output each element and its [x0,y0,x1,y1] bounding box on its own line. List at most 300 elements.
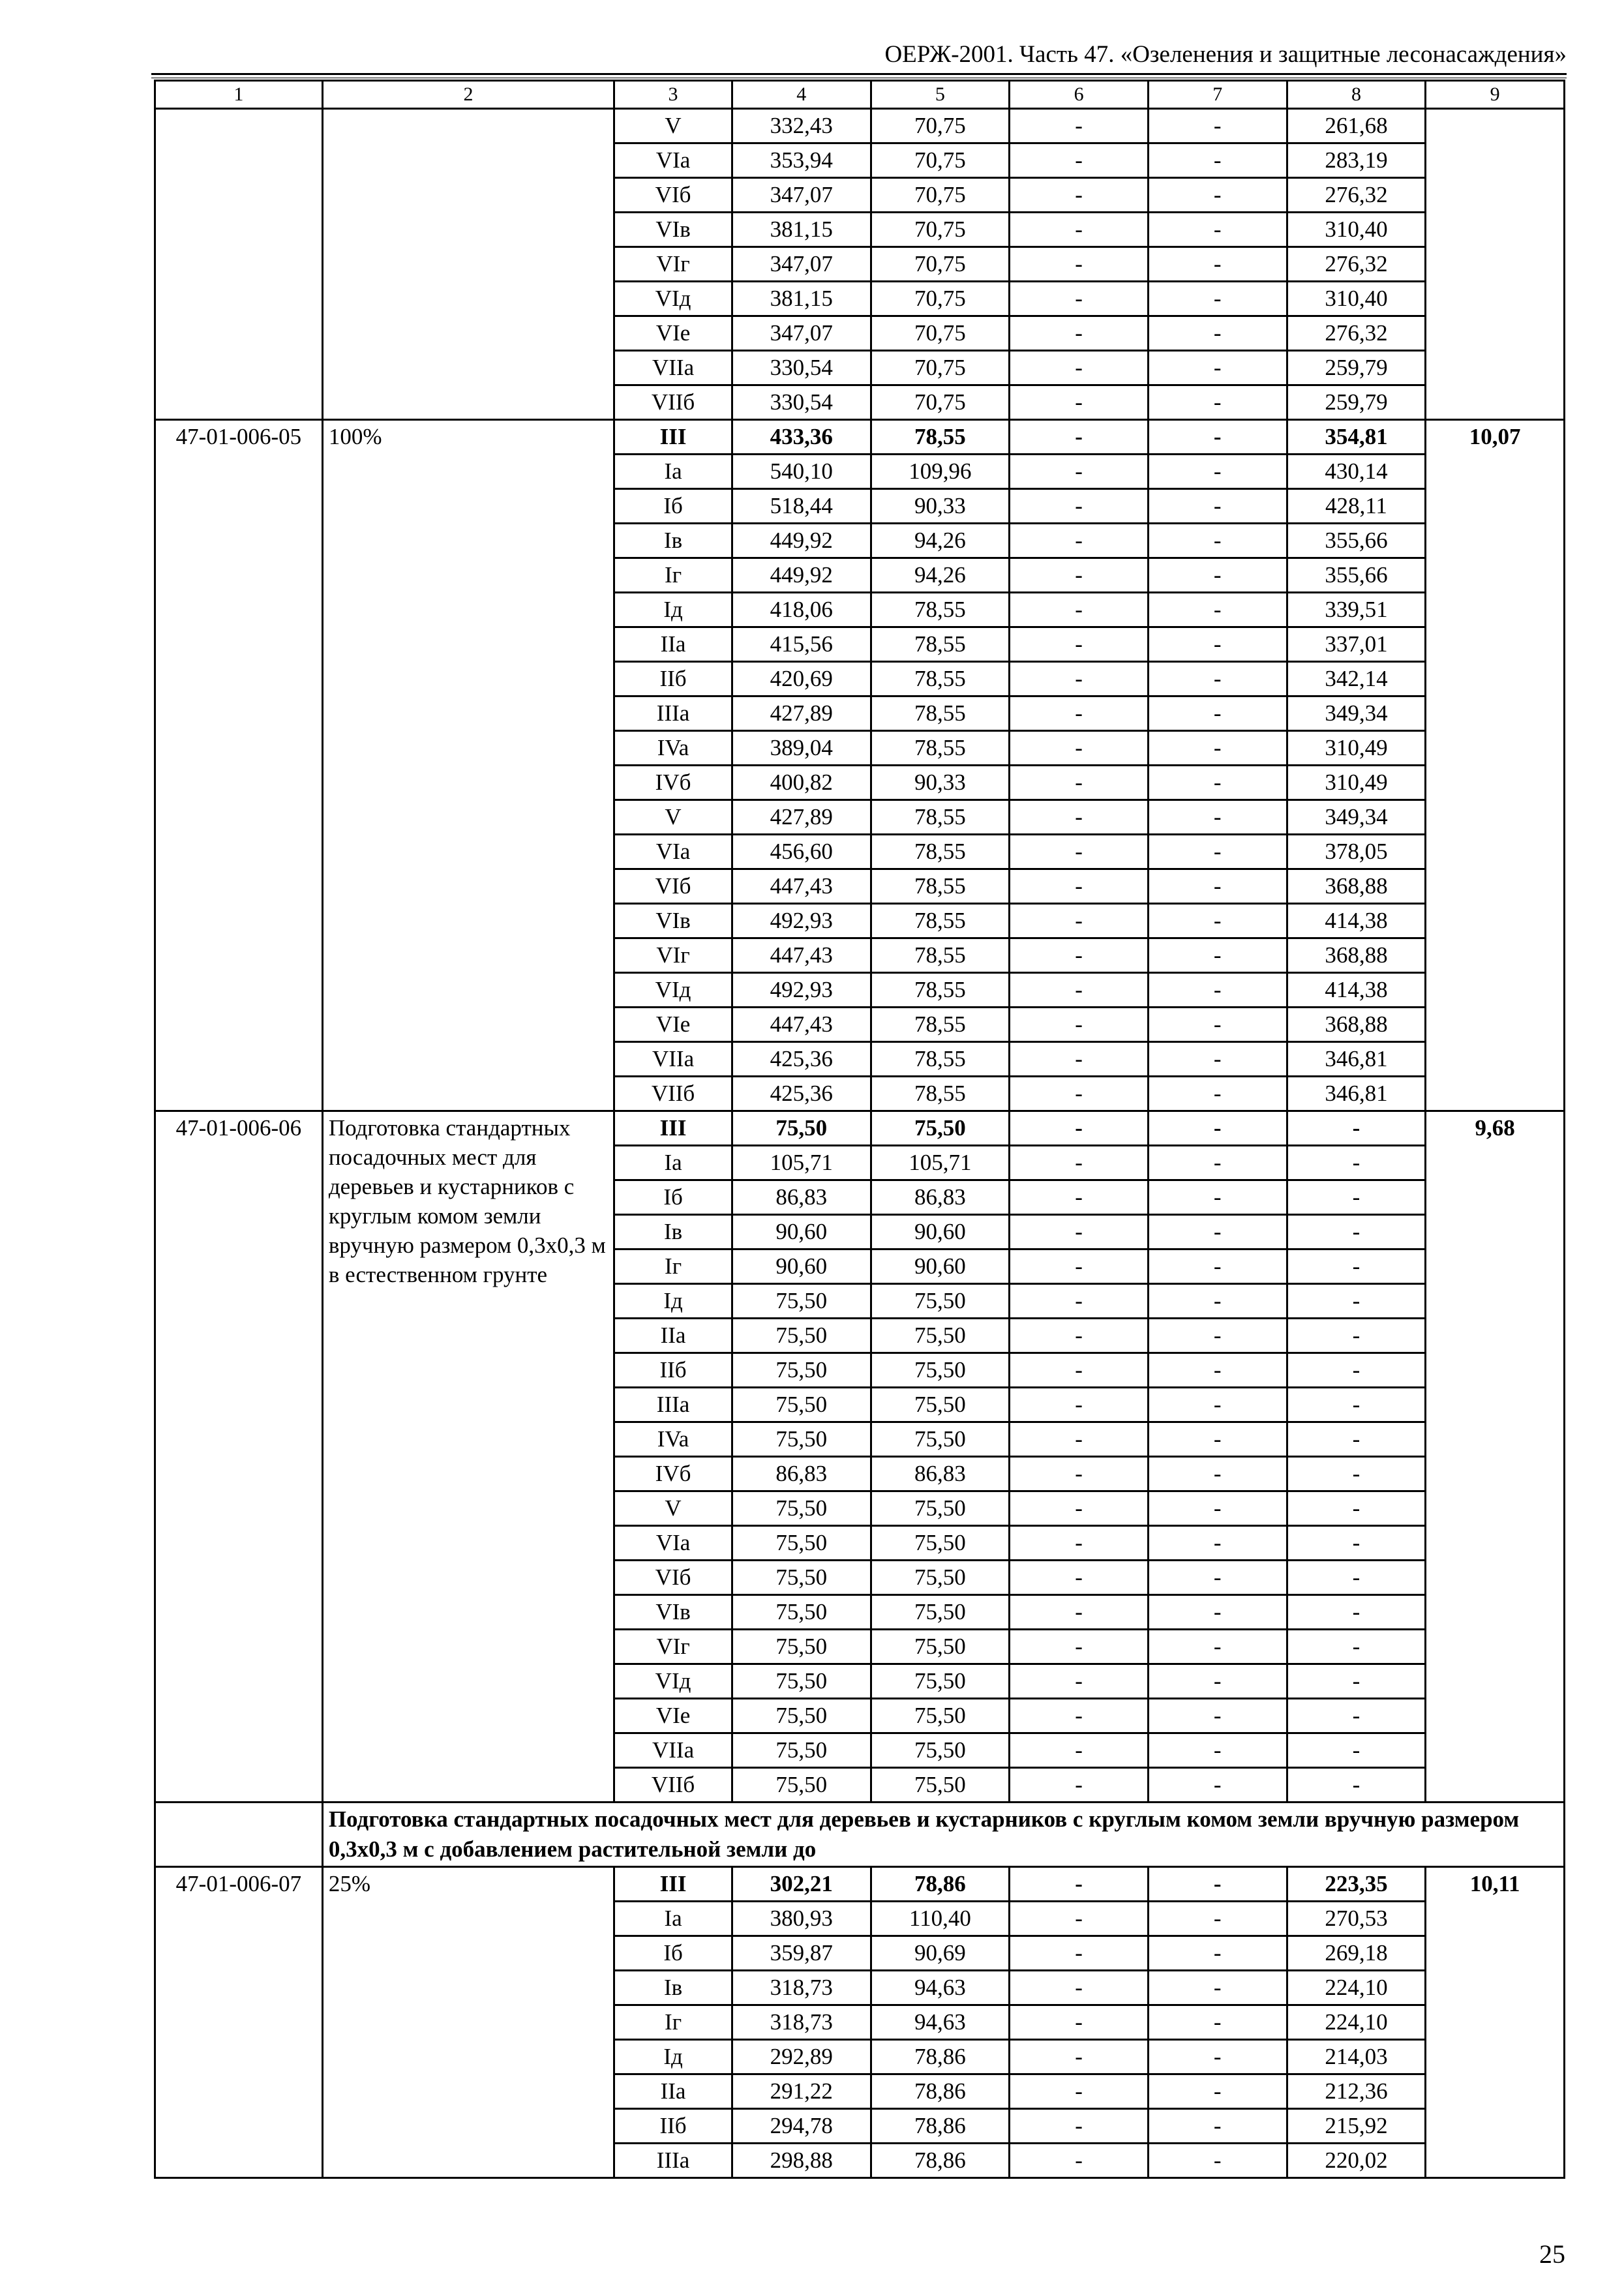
value-cell: 75,50 [871,1561,1010,1595]
value-cell: 94,26 [871,558,1010,593]
zone-cell: Iб [614,489,732,524]
rate-description [322,109,614,420]
value-cell: - [1010,1353,1149,1388]
column-number-8: 8 [1287,81,1426,109]
zone-cell: V [614,1491,732,1526]
value-cell: 94,63 [871,2005,1010,2040]
column-number-3: 3 [614,81,732,109]
value-cell: - [1148,1664,1287,1699]
value-cell: - [1148,1902,1287,1936]
value-cell: 318,73 [732,2005,871,2040]
section-heading-row [155,1803,1565,1867]
value-cell: 94,63 [871,1971,1010,2005]
value-cell: - [1010,1664,1149,1699]
value-cell: 330,54 [732,385,871,420]
value-cell: 302,21 [732,1867,871,1902]
value-cell: - [1148,1491,1287,1526]
value-cell: - [1010,973,1149,1008]
zone-cell: VIIa [614,1733,732,1768]
value-cell: 75,50 [732,1422,871,1457]
value-cell: - [1287,1630,1426,1664]
value-cell: - [1148,178,1287,213]
value-cell: - [1010,316,1149,351]
value-cell: - [1148,1319,1287,1353]
header-rule-thick [151,73,1567,75]
value-cell: 355,66 [1287,524,1426,558]
value-cell: 368,88 [1287,1008,1426,1042]
zone-cell: Iд [614,1284,732,1319]
value-cell: - [1148,1561,1287,1595]
value-cell: 259,79 [1287,351,1426,385]
value-cell: 75,50 [871,1284,1010,1319]
value-cell: 291,22 [732,2074,871,2109]
zone-cell: VIб [614,869,732,904]
value-cell: 414,38 [1287,973,1426,1008]
value-cell: - [1148,1768,1287,1803]
value-cell: 389,04 [732,731,871,766]
value-cell: - [1148,869,1287,904]
value-cell: 276,32 [1287,316,1426,351]
value-cell: - [1287,1457,1426,1491]
value-cell: 105,71 [732,1146,871,1180]
value-cell: 347,07 [732,316,871,351]
value-cell: 339,51 [1287,593,1426,627]
value-cell: - [1148,1388,1287,1422]
value-cell: 259,79 [1287,385,1426,420]
value-cell: - [1148,143,1287,178]
value-cell: 78,55 [871,869,1010,904]
value-cell: - [1148,1595,1287,1630]
rate-code: 47-01-006-07 [155,1867,323,2178]
zone-cell: Ia [614,1902,732,1936]
value-cell: 75,50 [732,1388,871,1422]
value-cell: 78,55 [871,420,1010,455]
column-number-1: 1 [155,81,323,109]
labor-cost-cell: 10,07 [1426,420,1565,1111]
value-cell: 86,83 [732,1457,871,1491]
value-cell: 75,50 [871,1630,1010,1664]
value-cell: 90,60 [871,1249,1010,1284]
value-cell: - [1287,1284,1426,1319]
column-number-5: 5 [871,81,1010,109]
value-cell: 75,50 [732,1733,871,1768]
value-cell: 518,44 [732,489,871,524]
zone-cell: VIд [614,1664,732,1699]
value-cell: - [1010,282,1149,316]
value-cell: 310,49 [1287,731,1426,766]
value-cell: 70,75 [871,282,1010,316]
value-cell: 447,43 [732,938,871,973]
value-cell: - [1010,2109,1149,2144]
table-row [155,1867,1565,1902]
value-cell: 78,86 [871,2040,1010,2074]
zone-cell: Iб [614,1936,732,1971]
page-number: 25 [1539,2239,1565,2269]
value-cell: - [1287,1526,1426,1561]
value-cell: - [1148,766,1287,800]
value-cell: 90,60 [871,1215,1010,1249]
table-row [155,109,1565,143]
value-cell: - [1287,1699,1426,1733]
zone-cell: Ia [614,1146,732,1180]
value-cell: 78,55 [871,1008,1010,1042]
value-cell: - [1010,143,1149,178]
value-cell: - [1010,109,1149,143]
zone-cell: III [614,420,732,455]
value-cell: - [1010,1077,1149,1111]
value-cell: 86,83 [871,1180,1010,1215]
value-cell: 78,86 [871,1867,1010,1902]
value-cell: 78,55 [871,662,1010,696]
zone-cell: VIд [614,282,732,316]
value-cell: 418,06 [732,593,871,627]
value-cell: 70,75 [871,351,1010,385]
value-cell: - [1287,1768,1426,1803]
value-cell: 346,81 [1287,1042,1426,1077]
value-cell: 78,86 [871,2074,1010,2109]
labor-cost-cell: 9,68 [1426,1111,1565,1803]
value-cell: - [1010,1284,1149,1319]
value-cell: - [1010,1526,1149,1561]
value-cell: 109,96 [871,455,1010,489]
value-cell: 70,75 [871,247,1010,282]
value-cell: - [1148,593,1287,627]
value-cell: - [1287,1111,1426,1146]
value-cell: - [1148,1699,1287,1733]
value-cell: 223,35 [1287,1867,1426,1902]
value-cell: 75,50 [871,1491,1010,1526]
value-cell: - [1010,524,1149,558]
value-cell: 425,36 [732,1042,871,1077]
value-cell: 75,50 [732,1111,871,1146]
value-cell: - [1287,1422,1426,1457]
value-cell: 269,18 [1287,1936,1426,1971]
value-cell: 75,50 [871,1319,1010,1353]
value-cell: 70,75 [871,143,1010,178]
value-cell: 349,34 [1287,800,1426,835]
labor-cost-cell: 10,11 [1426,1867,1565,2178]
value-cell: - [1010,1042,1149,1077]
value-cell: 347,07 [732,247,871,282]
value-cell: 70,75 [871,178,1010,213]
value-cell: - [1010,1561,1149,1595]
zone-cell: Iв [614,524,732,558]
value-cell: 414,38 [1287,904,1426,938]
value-cell: - [1010,178,1149,213]
value-cell: - [1148,524,1287,558]
column-number-6: 6 [1010,81,1149,109]
value-cell: - [1287,1319,1426,1353]
table-row [155,1111,1565,1146]
value-cell: - [1148,1733,1287,1768]
zone-cell: IIб [614,662,732,696]
value-cell: 75,50 [871,1733,1010,1768]
value-cell: - [1010,1249,1149,1284]
value-cell: - [1010,1180,1149,1215]
value-cell: - [1010,2005,1149,2040]
value-cell: 105,71 [871,1146,1010,1180]
table-row [155,420,1565,455]
value-cell: 78,55 [871,835,1010,869]
value-cell: - [1148,385,1287,420]
zone-cell: V [614,800,732,835]
value-cell: - [1148,1180,1287,1215]
value-cell: 78,55 [871,800,1010,835]
value-cell: - [1010,213,1149,247]
zone-cell: IIa [614,2074,732,2109]
value-cell: 456,60 [732,835,871,869]
value-cell: - [1010,1457,1149,1491]
value-cell: 78,55 [871,904,1010,938]
value-cell: - [1010,696,1149,731]
zone-cell: IVa [614,731,732,766]
value-cell: 75,50 [732,1630,871,1664]
value-cell: - [1010,351,1149,385]
value-cell: - [1287,1561,1426,1595]
zone-cell: VIв [614,213,732,247]
value-cell: 276,32 [1287,178,1426,213]
value-cell: 292,89 [732,2040,871,2074]
value-cell: - [1148,1457,1287,1491]
value-cell: - [1010,1971,1149,2005]
value-cell: - [1148,2074,1287,2109]
column-number-row [155,81,1565,109]
value-cell: - [1148,904,1287,938]
value-cell: - [1148,1146,1287,1180]
value-cell: 75,50 [871,1111,1010,1146]
zone-cell: IVб [614,1457,732,1491]
value-cell: 220,02 [1287,2144,1426,2178]
value-cell: 427,89 [732,696,871,731]
value-cell: 310,40 [1287,213,1426,247]
zone-cell: Iд [614,593,732,627]
value-cell: - [1010,1630,1149,1664]
value-cell: 415,56 [732,627,871,662]
zone-cell: Iб [614,1180,732,1215]
value-cell: 75,50 [732,1319,871,1353]
zone-cell: IIб [614,1353,732,1388]
value-cell: 86,83 [732,1180,871,1215]
value-cell: 78,86 [871,2109,1010,2144]
value-cell: 90,60 [732,1249,871,1284]
value-cell: 212,36 [1287,2074,1426,2109]
value-cell: - [1148,2144,1287,2178]
value-cell: 75,50 [732,1526,871,1561]
value-cell: 75,50 [871,1664,1010,1699]
zone-cell: VIв [614,1595,732,1630]
value-cell: - [1010,1936,1149,1971]
value-cell: 347,07 [732,178,871,213]
value-cell: - [1148,1249,1287,1284]
value-cell: - [1010,1146,1149,1180]
value-cell: 75,50 [732,1664,871,1699]
value-cell: - [1010,489,1149,524]
labor-cost-cell [1426,109,1565,420]
value-cell: - [1010,455,1149,489]
value-cell: 75,50 [732,1491,871,1526]
value-cell: - [1148,2005,1287,2040]
column-number-2: 2 [322,81,614,109]
value-cell: - [1287,1733,1426,1768]
rate-code [155,109,323,420]
zone-cell: VIIб [614,1768,732,1803]
rate-description: 100% [322,420,614,1111]
value-cell: 75,50 [732,1284,871,1319]
value-cell: 78,55 [871,731,1010,766]
value-cell: 447,43 [732,869,871,904]
zone-cell: VIIa [614,351,732,385]
value-cell: 420,69 [732,662,871,696]
value-cell: 75,50 [871,1595,1010,1630]
value-cell: 318,73 [732,1971,871,2005]
zone-cell: VIIб [614,385,732,420]
value-cell: - [1287,1388,1426,1422]
rate-code: 47-01-006-06 [155,1111,323,1803]
value-cell: - [1010,1867,1149,1902]
value-cell: 270,53 [1287,1902,1426,1936]
value-cell: 78,55 [871,593,1010,627]
zone-cell: VIe [614,1699,732,1733]
zone-cell: Iд [614,2040,732,2074]
value-cell: - [1010,385,1149,420]
value-cell: 214,03 [1287,2040,1426,2074]
value-cell: 75,50 [871,1353,1010,1388]
value-cell: 447,43 [732,1008,871,1042]
value-cell: 70,75 [871,316,1010,351]
value-cell: 78,55 [871,973,1010,1008]
value-cell: - [1010,2144,1149,2178]
value-cell: 540,10 [732,455,871,489]
zone-cell: VIв [614,904,732,938]
value-cell: - [1010,247,1149,282]
zone-cell: IIa [614,627,732,662]
value-cell: 380,93 [732,1902,871,1936]
value-cell: - [1148,2109,1287,2144]
value-cell: - [1148,1971,1287,2005]
zone-cell: IIIa [614,1388,732,1422]
value-cell: 78,55 [871,627,1010,662]
value-cell: - [1010,420,1149,455]
value-cell: 75,50 [871,1768,1010,1803]
column-number-7: 7 [1148,81,1287,109]
zone-cell: VIIб [614,1077,732,1111]
value-cell: 283,19 [1287,143,1426,178]
value-cell: - [1148,800,1287,835]
zone-cell: VIг [614,247,732,282]
value-cell: 342,14 [1287,662,1426,696]
value-cell: - [1148,558,1287,593]
value-cell: 78,55 [871,1042,1010,1077]
value-cell: - [1148,1077,1287,1111]
value-cell: 90,33 [871,489,1010,524]
zone-cell: Iв [614,1971,732,2005]
value-cell: 310,49 [1287,766,1426,800]
value-cell: 215,92 [1287,2109,1426,2144]
value-cell: - [1148,731,1287,766]
value-cell: 355,66 [1287,558,1426,593]
zone-cell: IVб [614,766,732,800]
zone-cell: Iг [614,1249,732,1284]
value-cell: - [1148,316,1287,351]
value-cell: 381,15 [732,213,871,247]
value-cell: 276,32 [1287,247,1426,282]
value-cell: 330,54 [732,351,871,385]
value-cell: 368,88 [1287,869,1426,904]
value-cell: 346,81 [1287,1077,1426,1111]
value-cell: 428,11 [1287,489,1426,524]
zone-cell: VIIa [614,1042,732,1077]
zone-cell: Iг [614,558,732,593]
value-cell: - [1148,696,1287,731]
value-cell: - [1148,662,1287,696]
value-cell: - [1148,455,1287,489]
value-cell: 332,43 [732,109,871,143]
value-cell: - [1287,1664,1426,1699]
value-cell: 75,50 [732,1353,871,1388]
value-cell: - [1148,351,1287,385]
value-cell: - [1287,1146,1426,1180]
value-cell: 449,92 [732,558,871,593]
value-cell: 359,87 [732,1936,871,1971]
value-cell: 90,33 [871,766,1010,800]
value-cell: - [1148,973,1287,1008]
value-cell: - [1148,1111,1287,1146]
value-cell: - [1010,800,1149,835]
value-cell: 224,10 [1287,1971,1426,2005]
value-cell: - [1148,247,1287,282]
value-cell: - [1148,1867,1287,1902]
value-cell: 430,14 [1287,455,1426,489]
value-cell: 224,10 [1287,2005,1426,2040]
value-cell: 70,75 [871,109,1010,143]
value-cell: - [1287,1249,1426,1284]
value-cell: - [1010,1008,1149,1042]
value-cell: 75,50 [732,1699,871,1733]
value-cell: - [1148,2040,1287,2074]
zone-cell: VIa [614,1526,732,1561]
value-cell: 337,01 [1287,627,1426,662]
value-cell: - [1010,2040,1149,2074]
value-cell: 368,88 [1287,938,1426,973]
value-cell: 75,50 [732,1595,871,1630]
value-cell: - [1010,904,1149,938]
value-cell: - [1148,1353,1287,1388]
value-cell: 78,55 [871,696,1010,731]
value-cell: 400,82 [732,766,871,800]
zone-cell: VIд [614,973,732,1008]
zone-cell: IIIa [614,2144,732,2178]
value-cell: - [1010,1699,1149,1733]
value-cell: - [1010,1491,1149,1526]
value-cell: - [1010,1388,1149,1422]
value-cell: - [1010,558,1149,593]
value-cell: - [1010,627,1149,662]
value-cell: - [1148,1526,1287,1561]
section-heading-spacer [155,1803,323,1867]
value-cell: 75,50 [732,1768,871,1803]
value-cell: 78,55 [871,938,1010,973]
value-cell: 75,50 [732,1561,871,1595]
value-cell: 261,68 [1287,109,1426,143]
value-cell: 75,50 [871,1526,1010,1561]
value-cell: - [1148,1008,1287,1042]
zone-cell: III [614,1867,732,1902]
value-cell: - [1148,1042,1287,1077]
rate-description: Подготовка стандартных посадочных мест для деревьев и кустарников с круглым комом земли вручную размером 0,3х0,3 м в естественном грунте [322,1111,614,1803]
value-cell: 310,40 [1287,282,1426,316]
value-cell: - [1010,731,1149,766]
value-cell: - [1010,1768,1149,1803]
